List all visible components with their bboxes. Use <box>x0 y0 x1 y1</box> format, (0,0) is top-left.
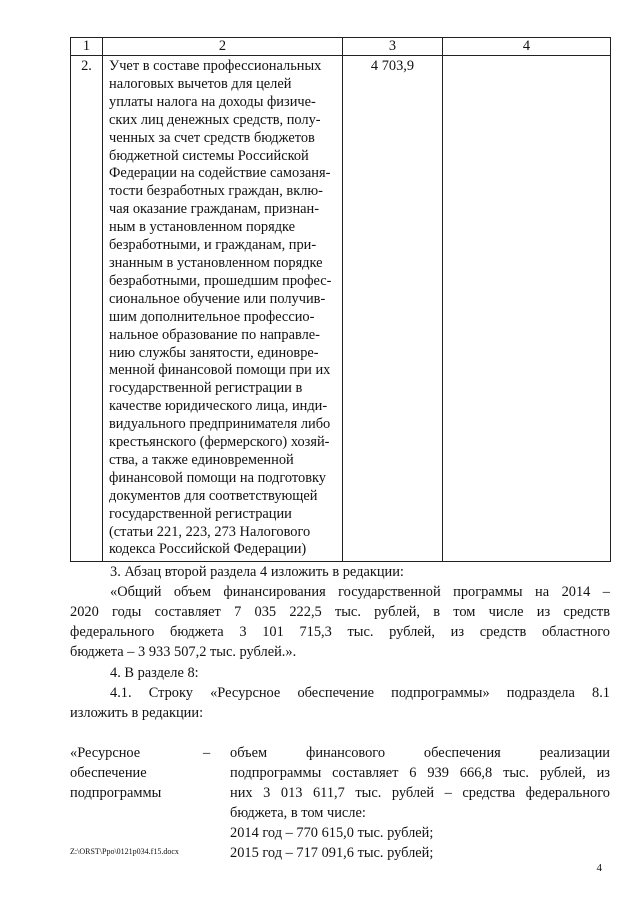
description-line: ских лиц денежных средств, полу- <box>109 111 321 128</box>
description-line: ченных за счет средств бюджетов <box>109 129 315 146</box>
resource-label <box>70 743 210 803</box>
description-line: документов для соответствующей <box>109 487 318 504</box>
section-4-body <box>70 683 610 723</box>
table-row <box>71 56 611 562</box>
section-3-line: федерального бюджета 3 101 715,3 тыс. рублей, из средств областного <box>70 624 610 640</box>
description-line: безработными, прошедшим профес- <box>109 272 332 289</box>
section-3-heading: 3. Абзац второй раздела 4 изложить в редакции: <box>110 564 404 580</box>
description-line: качестве юридического лица, инди- <box>109 398 328 415</box>
description-line: государственной регистрации в <box>109 380 303 397</box>
section-3-line: бюджета – 3 933 507,2 тыс. рублей.». <box>70 644 297 660</box>
description-line: чая оказание гражданам, признан- <box>109 201 320 218</box>
section-4-line: 4.1. Строку «Ресурсное обеспечение подпрограммы» подраздела 8.1 <box>110 685 610 701</box>
section-3-line: «Общий объем финансирования государственной программы на 2014 – <box>110 584 610 600</box>
description-line: нию службы занятости, единовре- <box>109 344 319 361</box>
resource-value-line: подпрограммы составляет 6 939 666,8 тыс. рублей, из <box>230 765 610 781</box>
description-line: шим дополнительное профессио- <box>109 308 315 325</box>
table-header-cell: 3 <box>343 38 443 56</box>
table-header-cell: 2 <box>103 38 343 56</box>
description-line: крестьянского (фермерского) хозяй- <box>109 434 330 451</box>
document-table <box>70 37 611 562</box>
description-line: кодекса Российской Федерации) <box>109 541 307 558</box>
description-line: сиональное обучение или получив- <box>109 290 326 307</box>
file-path-footer: Z:\ORST\Ppo\0121p034.f15.docx <box>70 847 179 856</box>
row-empty-cell <box>443 56 611 562</box>
table-header-row <box>71 38 611 56</box>
row-number: 2. <box>71 56 103 562</box>
row-description <box>103 56 343 562</box>
description-line: нальное образование по направле- <box>109 326 320 343</box>
table-header-cell: 1 <box>71 38 103 56</box>
resource-value-line: 2015 год – 717 091,6 тыс. рублей; <box>230 845 434 861</box>
description-line: знанным в установленном порядке <box>109 254 323 271</box>
resource-label-line: подпрограммы <box>70 785 162 801</box>
resource-label-line: «Ресурсное <box>70 745 141 761</box>
description-line: (статьи 221, 223, 273 Налогового <box>109 523 311 540</box>
description-line: Федерации на содействие самозаня- <box>109 165 331 182</box>
description-line: ства, а также единовременной <box>109 451 294 468</box>
table-header-cell: 4 <box>443 38 611 56</box>
section-4-heading: 4. В разделе 8: <box>110 665 199 681</box>
section-3-body <box>70 582 610 662</box>
description-line: Учет в составе профессиональных <box>109 58 322 74</box>
description-line: видуального предпринимателя либо <box>109 416 331 433</box>
description-line: налоговых вычетов для целей <box>109 75 292 92</box>
description-line: уплаты налога на доходы физиче- <box>109 93 316 110</box>
resource-value-line: 2014 год – 770 615,0 тыс. рублей; <box>230 825 434 841</box>
resource-value <box>230 743 610 863</box>
description-line: тости безработных граждан, вклю- <box>109 183 323 200</box>
page-number: 4 <box>596 862 602 874</box>
section-3-line: 2020 годы составляет 7 035 222,5 тыс. рублей, в том числе из средств <box>70 604 610 620</box>
description-line: финансовой помощи на подготовку <box>109 469 327 486</box>
resource-value-line: них 3 013 611,7 тыс. рублей – средства федерального <box>230 785 610 801</box>
description-line: государственной регистрации <box>109 505 292 522</box>
row-amount: 4 703,9 <box>343 56 443 562</box>
description-line: бюджетной системы Российской <box>109 147 309 164</box>
resource-value-line: объем финансового обеспечения реализации <box>230 745 610 761</box>
description-line: ным в установленном порядке <box>109 219 296 236</box>
description-line: менной финансовой помощи при их <box>109 362 331 379</box>
description-line: безработными, и гражданам, при- <box>109 237 317 254</box>
resource-dash: – <box>203 745 211 761</box>
section-4-line: изложить в редакции: <box>70 705 204 721</box>
resource-value-line: бюджета, в том числе: <box>230 805 366 821</box>
resource-label-line: обеспечение <box>70 765 147 781</box>
